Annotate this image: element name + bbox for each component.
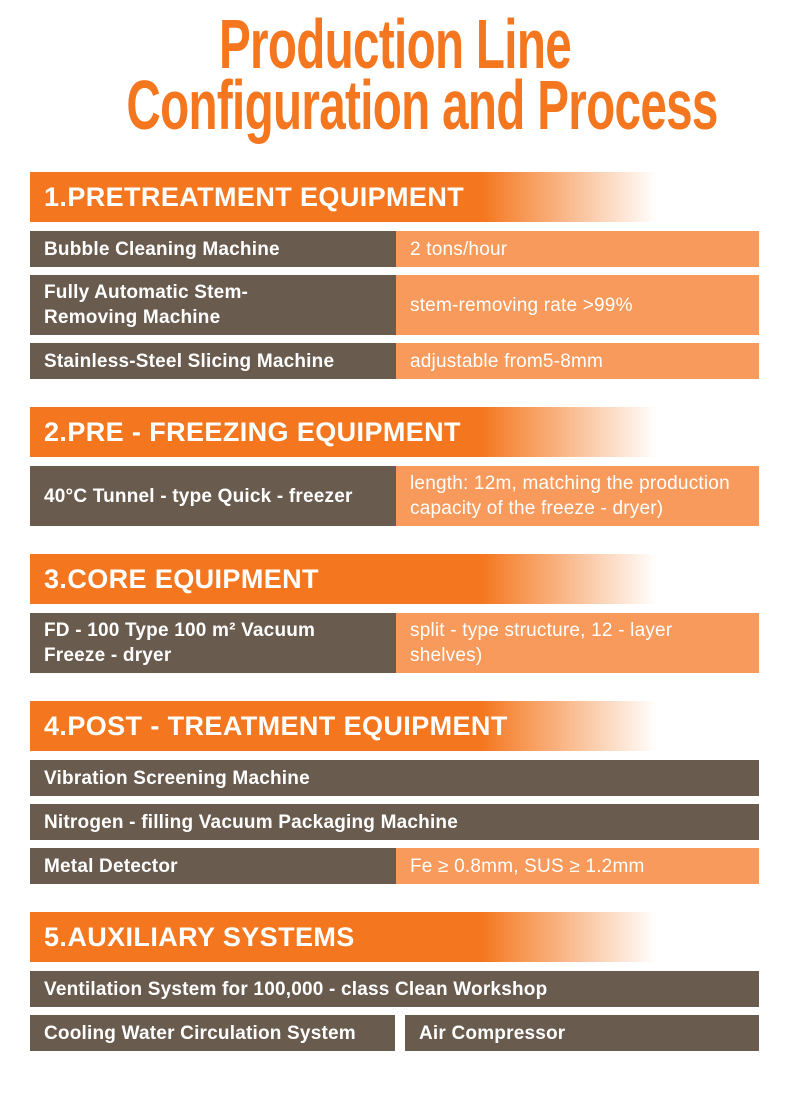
table-row	[30, 613, 759, 673]
section-core-equipment	[30, 554, 759, 673]
section-pretreatment-equipment	[30, 172, 759, 379]
equipment-name-text: Fully Automatic Stem-Removing Machine	[44, 282, 249, 328]
table-row	[30, 760, 759, 796]
table-row	[30, 971, 759, 1007]
table-row	[30, 275, 759, 335]
section-header: 3.CORE EQUIPMENT	[30, 554, 759, 604]
equipment-name-cell: Vibration Screening Machine	[30, 760, 759, 796]
table-row	[30, 804, 759, 840]
section-header: 5.AUXILIARY SYSTEMS	[30, 912, 759, 962]
equipment-name-cell: Nitrogen - filling Vacuum Packaging Machine	[30, 804, 759, 840]
equipment-name-cell: Bubble Cleaning Machine	[30, 231, 396, 267]
section-header: 2.PRE - FREEZING EQUIPMENT	[30, 407, 759, 457]
table-row	[30, 848, 759, 884]
equipment-name-cell: Air Compressor	[405, 1015, 759, 1051]
table-row	[30, 231, 759, 267]
equipment-tables	[30, 172, 759, 1051]
equipment-name-cell: 40°C Tunnel - type Quick - freezer	[30, 466, 396, 526]
section-header: 1.PRETREATMENT EQUIPMENT	[30, 172, 759, 222]
page-title	[0, 0, 790, 144]
equipment-name-cell: Metal Detector	[30, 848, 396, 884]
table-row	[30, 343, 759, 379]
page-title-line1: Production Line	[218, 5, 572, 83]
equipment-spec-cell: 2 tons/hour	[396, 231, 759, 267]
equipment-name-cell: Ventilation System for 100,000 - class Clean Workshop	[30, 971, 759, 1007]
equipment-spec-cell: adjustable from5-8mm	[396, 343, 759, 379]
equipment-name-text: FD - 100 Type 100 m² Vacuum Freeze - dryer	[44, 620, 316, 666]
section-pre-freezing-equipment	[30, 407, 759, 526]
table-row	[30, 466, 759, 526]
equipment-spec-cell: Fe ≥ 0.8mm, SUS ≥ 1.2mm	[396, 848, 759, 884]
table-row	[30, 1015, 759, 1051]
equipment-spec-cell: stem-removing rate >99%	[396, 275, 759, 335]
equipment-name-cell: Cooling Water Circulation System	[30, 1015, 395, 1051]
section-header: 4.POST - TREATMENT EQUIPMENT	[30, 701, 759, 751]
equipment-name-cell	[30, 275, 396, 335]
equipment-name-cell: Stainless-Steel Slicing Machine	[30, 343, 396, 379]
equipment-spec-cell: split - type structure, 12 - layer shelves)	[396, 613, 759, 673]
equipment-spec-cell: length: 12m, matching the production capacity of the freeze - dryer)	[396, 466, 759, 526]
section-auxiliary-systems	[30, 912, 759, 1051]
page-title-line2: Configuration and Process	[126, 66, 718, 144]
section-post-treatment-equipment	[30, 701, 759, 884]
equipment-name-cell	[30, 613, 396, 673]
